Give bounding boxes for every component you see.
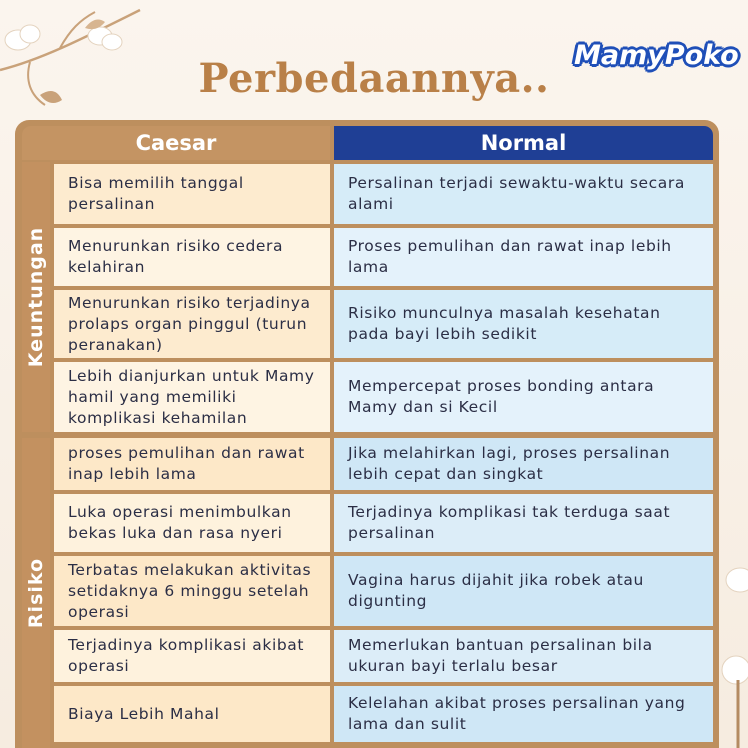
table-cell-caesar: Lebih dianjurkan untuk Mamy hamil yang memiliki komplikasi kehamilan xyxy=(54,362,330,432)
table-cell-caesar: proses pemulihan dan rawat inap lebih lama xyxy=(54,438,330,490)
row-group-label-keuntungan: Keuntungan xyxy=(22,162,50,432)
table-cell-normal: Risiko munculnya masalah kesehatan pada bayi lebih sedikit xyxy=(334,290,713,358)
table-cell-normal: Persalinan terjadi sewaktu-waktu secara alami xyxy=(334,164,713,224)
table-cell-caesar: Luka operasi menimbulkan bekas luka dan rasa nyeri xyxy=(54,494,330,552)
table-cell-caesar: Terbatas melakukan aktivitas setidaknya 6 minggu setelah operasi xyxy=(54,556,330,626)
cotton-flower-decoration xyxy=(718,550,748,748)
table-cell-caesar: Menurunkan risiko cedera kelahiran xyxy=(54,228,330,286)
table-cell-normal: Vagina harus dijahit jika robek atau digunting xyxy=(334,556,713,626)
table-cell-caesar: Terjadinya komplikasi akibat operasi xyxy=(54,630,330,682)
mamypoko-logo: MamyPoko xyxy=(574,40,739,71)
table-cell-caesar: Bisa memilih tanggal persalinan xyxy=(54,164,330,224)
table-cell-caesar: Menurunkan risiko terjadinya prolaps organ pinggul (turun peranakan) xyxy=(54,290,330,358)
table-cell-normal: Proses pemulihan dan rawat inap lebih lama xyxy=(334,228,713,286)
table-cell-normal: Memerlukan bantuan persalinan bila ukuran bayi terlalu besar xyxy=(334,630,713,682)
table-cell-caesar: Biaya Lebih Mahal xyxy=(54,686,330,742)
page-title: Perbedaannya.. xyxy=(198,55,550,102)
table-cell-normal: Mempercepat proses bonding antara Mamy dan si Kecil xyxy=(334,362,713,432)
table-cell-normal: Terjadinya komplikasi tak terduga saat persalinan xyxy=(334,494,713,552)
column-header-caesar: Caesar xyxy=(22,126,330,160)
row-group-label-risiko: Risiko xyxy=(22,438,50,748)
column-header-normal: Normal xyxy=(334,126,713,160)
table-cell-normal: Kelelahan akibat proses persalinan yang lama dan sulit xyxy=(334,686,713,742)
table-cell-normal: Jika melahirkan lagi, proses persalinan lebih cepat dan singkat xyxy=(334,438,713,490)
